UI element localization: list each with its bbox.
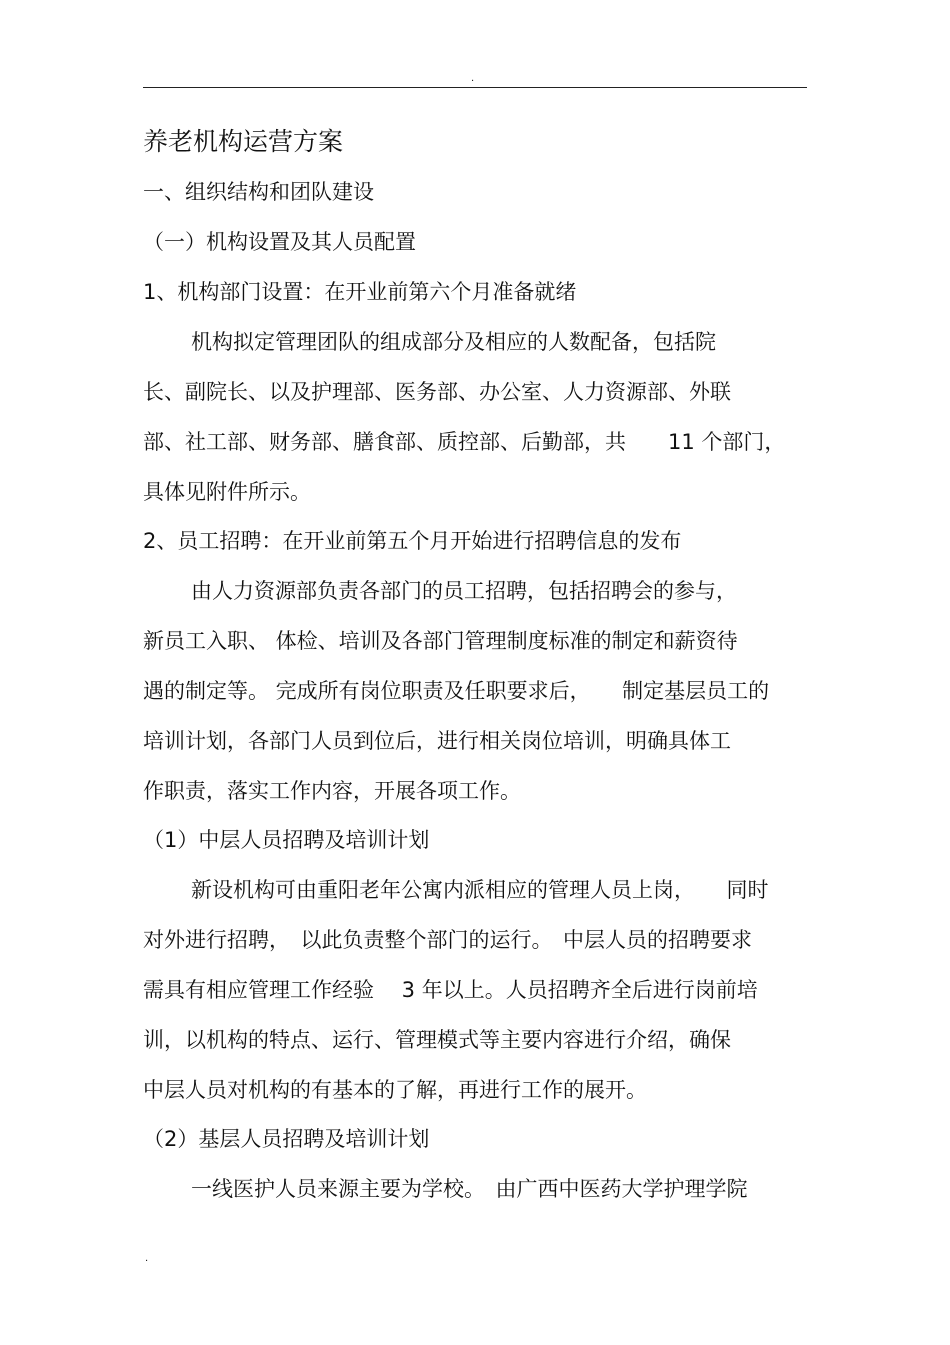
- paragraph-line: 由人力资源部负责各部门的员工招聘，包括招聘会的参与，: [191, 579, 737, 603]
- paragraph-line: 长、副院长、以及护理部、医务部、办公室、人力资源部、外联: [143, 380, 731, 404]
- paragraph-line: 需具有相应管理工作经验 3 年以上。人员招聘齐全后进行岗前培: [143, 978, 758, 1002]
- paragraph-line: 一线医护人员来源主要为学校。 由广西中医药大学护理学院: [191, 1177, 748, 1201]
- item-heading: 1、机构部门设置：在开业前第六个月准备就绪: [143, 280, 577, 304]
- paragraph-line: 培训计划，各部门人员到位后，进行相关岗位培训，明确具体工: [143, 729, 731, 753]
- paragraph-line: 具体见附件所示。: [143, 480, 311, 504]
- footer-mark: .: [145, 1253, 149, 1264]
- subsection-heading: （一）机构设置及其人员配置: [143, 230, 416, 254]
- paragraph-line: 部、社工部、财务部、膳食部、质控部、后勤部，共 11 个部门，: [143, 430, 786, 454]
- paragraph-line: 新员工入职、 体检、培训及各部门管理制度标准的制定和薪资待: [143, 629, 738, 653]
- paragraph-line: 遇的制定等。 完成所有岗位职责及任职要求后， 制定基层员工的: [143, 679, 770, 703]
- header-mark: .: [471, 73, 475, 84]
- section-heading: 一、组织结构和团队建设: [143, 180, 374, 204]
- paragraph-line: 中层人员对机构的有基本的了解，再进行工作的展开。: [143, 1078, 647, 1102]
- paragraph-line: 新设机构可由重阳老年公寓内派相应的管理人员上岗， 同时: [191, 878, 769, 902]
- paragraph-line: 对外进行招聘， 以此负责整个部门的运行。 中层人员的招聘要求: [143, 928, 752, 952]
- header-rule: [143, 87, 807, 88]
- paragraph-line: 训，以机构的特点、运行、管理模式等主要内容进行介绍，确保: [143, 1028, 731, 1052]
- paragraph-line: 作职责，落实工作内容，开展各项工作。: [143, 779, 521, 803]
- subitem-heading: （2）基层人员招聘及培训计划: [143, 1127, 430, 1151]
- paragraph-line: 机构拟定管理团队的组成部分及相应的人数配备，包括院: [191, 330, 716, 354]
- item-heading: 2、员工招聘：在开业前第五个月开始进行招聘信息的发布: [143, 529, 682, 553]
- subitem-heading: （1）中层人员招聘及培训计划: [143, 828, 430, 852]
- document-title: 养老机构运营方案: [143, 127, 344, 156]
